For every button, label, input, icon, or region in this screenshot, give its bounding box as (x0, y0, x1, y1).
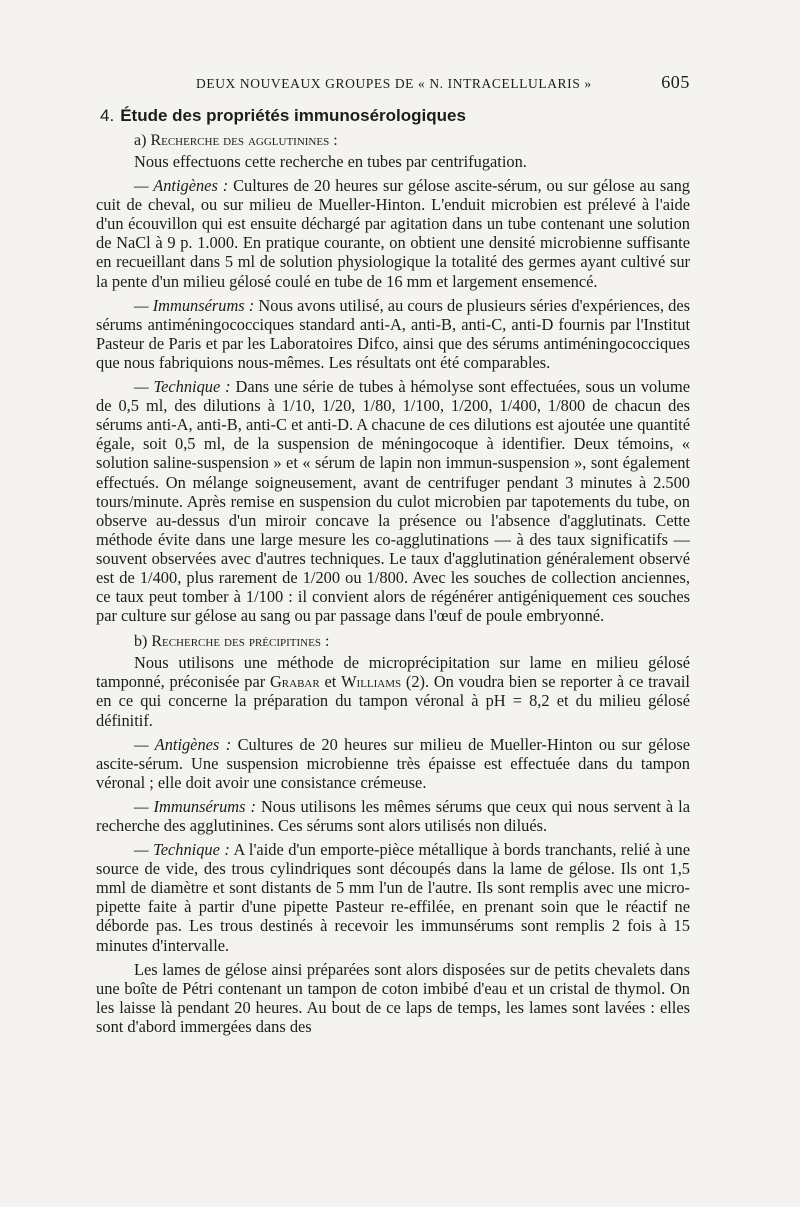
subheading-label: b) (134, 633, 148, 651)
paragraph-technique-a (96, 377, 690, 625)
subheading-title: Recherche des agglutinines : (150, 132, 338, 149)
paragraph-closing: Les lames de gélose ainsi préparées sont alors disposées sur de petits chevalets dans une boîte de Pétri contenant un tampon de coton imbibé d'eau et un cristal de thymol. On les laisse là pendant 20 heures. Au bout de ce laps de temps, les lames sont lavées : elles sont d'abord immergées dans des (96, 959, 690, 1036)
technique-text: Dans une série de tubes à hémolyse sont effectuées, sous un volume de 0,5 ml, des dilutions à 1/10, 1/20, 1/80, 1/100, 1/200, 1/400, 1/800 de chacun des sérums anti-A, anti-B, anti-C et anti-D. A chacune de ces dilutions est ajoutée une quantité égale, soit 0,5 ml, de la suspension de méningocoque à identifier. Deux témoins, « solution saline-suspension » et « sérum de lapin non immun-suspension », sont également effectués. On mélange soigneusement, avant de centrifuger pendant 3 minutes à 2.500 tours/minute. Après remise en suspension du culot microbien par tapotements du tube, on observe au-dessus d'un miroir concave la présence ou l'absence d'agglutinats. Cette méthode évite dans une large mesure les co-agglutinations — à des taux significatifs — souvent observées avec d'autres techniques. Le taux d'agglutination généralement observé est de 1/400, plus rarement de 1/200 ou 1/800. Avec les souches de collection anciennes, ce taux peut tomber à 1/100 : il convient alors de régénérer antigéniquement ces souches par culture sur gélose au sang ou par passage dans l'œuf de poule embryonné. (96, 377, 691, 626)
section-number: 4. (100, 106, 115, 125)
paragraph-intro-a: Nous effectuons cette recherche en tubes par centrifugation. (134, 152, 527, 171)
antigenes-text: Cultures de 20 heures sur milieu de Mueller-Hinton ou sur gélose ascite-sérum. Une suspension microbienne très épaisse est effectuée dans du tampon véronal ; elle doit avoir une consistance crémeuse. (96, 734, 690, 792)
paragraph-intro-b (96, 653, 690, 729)
section-heading (100, 106, 690, 126)
paragraph-immunserums-a (96, 296, 690, 372)
technique-label: — Technique : (134, 377, 231, 397)
immunserums-text: Nous avons utilisé, au cours de plusieurs séries d'expériences, des sérums antiméningococciques standard anti-A, anti-B, anti-C, anti-D fournis par l'Institut Pasteur de Paris et par les Laboratoires Difco, ainsi que des sérums antiméningococciques que nous fabriquions nous-mêmes. Les résultats ont été comparables. (96, 295, 690, 372)
paragraph-technique-b (96, 840, 690, 955)
running-head (96, 72, 690, 98)
immunserums-label: — Immunsérums : (134, 295, 255, 315)
antigenes-label: — Antigènes : (134, 734, 232, 754)
running-title: DEUX NOUVEAUX GROUPES DE « N. INTRACELLULARIS » (196, 76, 592, 91)
author-grabar: Grabar (269, 672, 320, 692)
antigenes-text: Cultures de 20 heures sur gélose ascite-sérum, ou sur gélose au sang cuit de cheval, ou sur milieu de Mueller-Hinton. L'enduit microbien est prélevé à l'aide d'un écouvillon qui est ensuite déchargé par agitation dans un tube contenant une solution de NaCl à 9 p. 1.000. En pratique courante, on obtient une densité microbienne suffisante en recueillant dans 5 ml de solution physiologique la totalité des germes ayant cultivé sur la pente d'un milieu gélosé coulé en tube de 16 mm et largement ensemencé. (96, 176, 690, 291)
subheading-title: Recherche des précipitines : (151, 633, 330, 651)
intro-text-2: (2). On voudra bien se reporter à ce travail en ce qui concerne la préparation du tampon véronal à pH = 8,2 et du milieu gélosé définitif. (96, 672, 690, 730)
intro-text: Nous utilisons une méthode de microprécipitation sur lame en milieu gélosé tamponné, préconisée par (96, 653, 690, 692)
paragraph-antigenes-a (96, 176, 690, 291)
page-number: 605 (661, 72, 690, 92)
technique-label: — Technique : (134, 840, 230, 860)
immunserums-text: Nous utilisons les mêmes sérums que ceux qui nous servent à la recherche des agglutinines. Ces sérums sont alors utilisés non dilués. (96, 796, 690, 835)
page (96, 72, 690, 1036)
paragraph-immunserums-b (96, 797, 690, 835)
immunserums-label: — Immunsérums : (134, 796, 256, 816)
subheading-precipitines (134, 633, 690, 651)
paragraph-antigenes-b (96, 735, 690, 792)
subheading-label: a) (134, 132, 147, 149)
antigenes-label: — Antigènes : (134, 176, 229, 196)
section-title: Étude des propriétés immunosérologiques (120, 106, 466, 125)
author-williams: Williams (341, 672, 402, 692)
technique-text: A l'aide d'un emporte-pièce métallique à bords tranchants, relié à une source de vide, des trous cylindriques sont découpés dans la lame de gélose. Ils ont 1,5 mml de diamètre et sont distants de 5 mm l'un de l'autre. Ils sont remplis avec une micro-pipette faite à partir d'une pipette Pasteur re-effilée, en prenant soin que le réactif ne déborde pas. Les trous destinés à recevoir les immunsérums sont remplis 2 fois à 15 minutes d'intervalle. (96, 840, 691, 955)
intro-and: et (324, 672, 337, 692)
subheading-agglutinines (134, 132, 690, 150)
